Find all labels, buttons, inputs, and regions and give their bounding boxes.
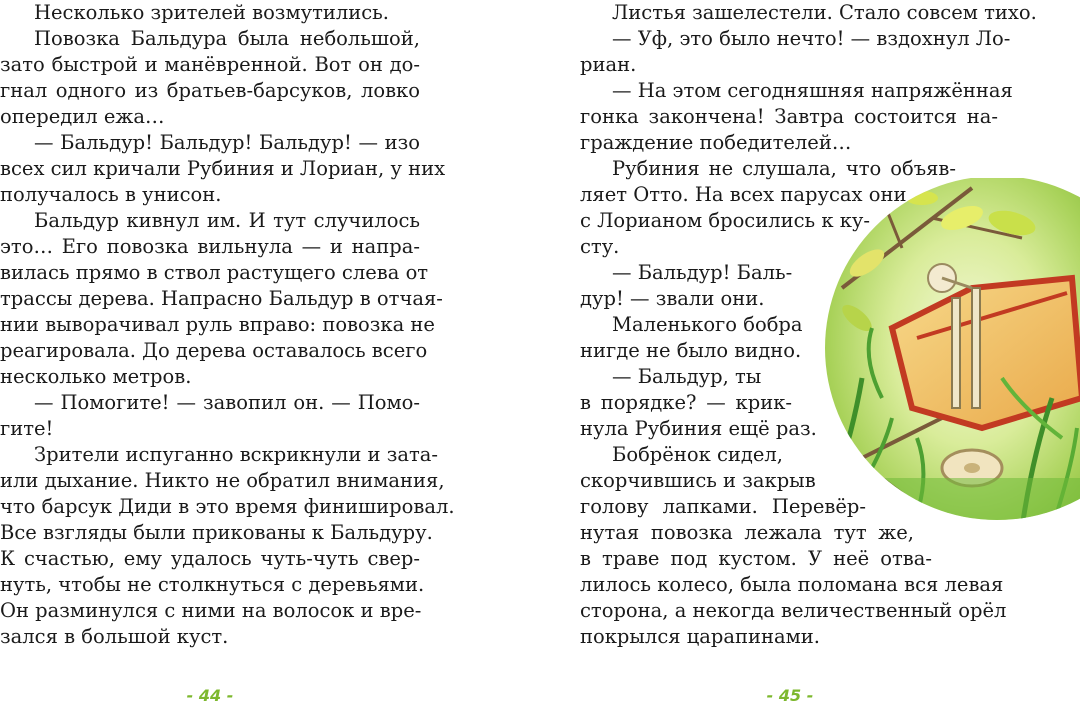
text-line: Повозка Бальдура была небольшой, — [34, 27, 420, 50]
page-number: - 45 - — [766, 686, 814, 705]
text-line: покрылся царапинами. — [580, 625, 820, 648]
text-line: или дыхание. Никто не обратил внимания, — [0, 469, 445, 492]
text-line: лилось колесо, была поломана вся левая — [580, 573, 1004, 596]
text-line: — На этом сегодняшняя напряжённая — [612, 79, 1013, 102]
text-line: гите! — [0, 417, 54, 440]
text-line: реагировала. До дерева оставалось всего — [0, 339, 428, 362]
text-line: голову лапками. Перевёр- — [580, 495, 866, 518]
text-line: сторона, а некогда величественный орёл — [580, 599, 1007, 622]
text-line: Рубиния не слушала, что объяв- — [612, 157, 956, 180]
text-line: Маленького бобра — [612, 313, 803, 336]
text-line: сту. — [580, 235, 620, 258]
text-line: — Уф, это было нечто! — вздохнул Ло- — [612, 27, 1011, 50]
text-line: вилась прямо в ствол растущего слева от — [0, 261, 429, 284]
text-line: Бобрёнок сидел, — [612, 443, 784, 466]
text-line: ляет Отто. На всех парусах они — [580, 183, 907, 206]
overturned-cart-in-bush-illustration — [822, 178, 1080, 538]
text-line: Все взгляды были прикованы к Бальдуру. — [0, 521, 433, 544]
text-line: в порядке? — крик- — [580, 391, 792, 414]
text-line: Зрители испуганно вскрикнули и зата- — [34, 443, 438, 466]
text-line: граждение победителей… — [580, 131, 852, 154]
text-line: всех сил кричали Рубиния и Лориан, у них — [0, 157, 446, 180]
text-line: в траве под кустом. У неё отва- — [580, 547, 932, 570]
text-line: гнал одного из братьев-барсуков, ловко — [0, 79, 420, 102]
text-line: — Бальдур! Баль- — [612, 261, 793, 284]
text-line: нуть, чтобы не столкнуться с деревьями. — [0, 573, 425, 596]
text-line: Листья зашелестели. Стало совсем тихо. — [612, 1, 1037, 24]
text-line: трассы дерева. Напрасно Бальдур в отчая- — [0, 287, 443, 310]
illustration-svg — [822, 178, 1080, 538]
text-line: нии выворачивал руль вправо: повозка не — [0, 313, 435, 336]
text-line: К счастью, ему удалось чуть-чуть свер- — [0, 547, 420, 570]
text-line: гонка закончена! Завтра состоится на- — [580, 105, 998, 128]
text-line: — Бальдур! Бальдур! Бальдур! — изо — [34, 131, 420, 154]
text-line: это… Его повозка вильнула — и напра- — [0, 235, 420, 258]
text-line: риан. — [580, 53, 637, 76]
text-line: нутая повозка лежала тут же, — [580, 521, 914, 544]
text-line: скорчившись и закрыв — [580, 469, 816, 492]
text-line: — Бальдур, ты — [612, 365, 762, 388]
text-line: — Помогите! — завопил он. — Помо- — [34, 391, 420, 414]
text-line: несколько метров. — [0, 365, 192, 388]
text-line: дур! — звали они. — [580, 287, 765, 310]
text-line: что барсук Диди в это время финишировал. — [0, 495, 455, 518]
text-line: зался в большой куст. — [0, 625, 229, 648]
page-number: - 44 - — [186, 686, 234, 705]
text-line: с Лорианом бросились к ку- — [580, 209, 870, 232]
text-line: нигде не было видно. — [580, 339, 802, 362]
text-line: Он разминулся с ними на волосок и вре- — [0, 599, 422, 622]
text-line: зато быстрой и манёвренной. Вот он до- — [0, 53, 420, 76]
text-line: Несколько зрителей возмутились. — [34, 1, 389, 24]
text-line: опередил ежа… — [0, 105, 165, 128]
text-line: нула Рубиния ещё раз. — [580, 417, 817, 440]
text-line: получалось в унисон. — [0, 183, 222, 206]
text-line: Бальдур кивнул им. И тут случилось — [34, 209, 420, 232]
